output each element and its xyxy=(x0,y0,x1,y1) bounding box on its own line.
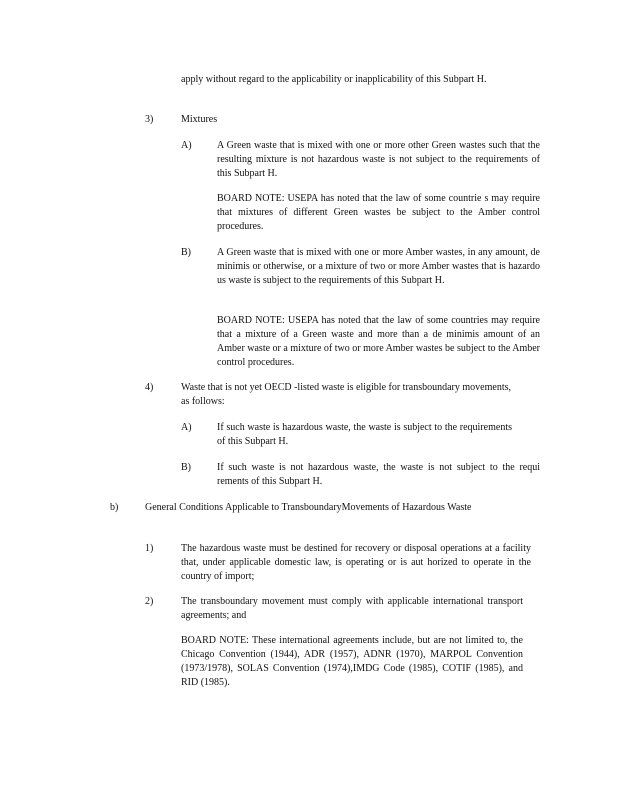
section-b-label: b) xyxy=(110,502,119,513)
item-4a-label: A) xyxy=(181,422,192,433)
item-4b-label: B) xyxy=(181,462,191,473)
item-3-title: Mixtures xyxy=(181,114,218,125)
item-b2-label: 2) xyxy=(145,596,154,607)
item-3a-text: A Green waste that is mixed with one or more other Green wastes such that the resulting mixture is not hazardous waste is not subject to the requirements of this Subpart H. xyxy=(217,140,540,179)
item-b2-text: The transboundary movement must comply with applicable international transport agreements; and xyxy=(181,596,523,621)
item-3a-board-note: BOARD NOTE: USEPA has noted that the law of some countrie s may require that mixtures of different Green wastes be subject to the Amber control procedures. xyxy=(217,193,540,232)
item-4b-text: If such waste is not hazardous waste, the waste is not subject to the requi rements of this Subpart H. xyxy=(217,462,540,487)
continuation-paragraph: apply without regard to the applicability or inapplicability of this Subpart H. xyxy=(181,74,487,85)
item-3b-label: B) xyxy=(181,247,191,258)
item-b2-board-note: BOARD NOTE: These international agreements include, but are not limited to, the Chicago Convention (1944), ADR (1957), ADNR (1970), MARPOL Convention (1973/1978), SOLAS Convention (1974),IMDG Code (1985), COTIF (1985), and RID (1985). xyxy=(181,635,523,688)
item-3b-text: A Green waste that is mixed with one or more Amber wastes, in any amount, de minimis or otherwise, or a mixture of two or more Amber wastes that is hazardo us waste is subject to the requirements of this Subpart H. xyxy=(217,247,540,286)
section-b-heading: General Conditions Applicable to TransboundaryMovements of Hazardous Waste xyxy=(145,502,472,513)
item-3b-board-note: BOARD NOTE: USEPA has noted that the law of some countries may require that a mixture of a Green waste and more than a de minimis amount of an Amber waste or a mixture of two or more Amber wastes be subject to the Amber control procedures. xyxy=(217,315,540,368)
item-b1-text: The hazardous waste must be destined for recovery or disposal operations at a facility that, under applicable domestic law, is operating or is aut horized to operate in the country of import; xyxy=(181,543,531,582)
item-4-text: Waste that is not yet OECD -listed waste is eligible for transboundary movements, as follows: xyxy=(181,382,511,407)
item-3-label: 3) xyxy=(145,114,154,125)
item-b1-label: 1) xyxy=(145,543,154,554)
item-4a-text: If such waste is hazardous waste, the waste is subject to the requirements of this Subpart H. xyxy=(217,422,512,447)
item-4-label: 4) xyxy=(145,382,154,393)
item-3a-label: A) xyxy=(181,140,192,151)
